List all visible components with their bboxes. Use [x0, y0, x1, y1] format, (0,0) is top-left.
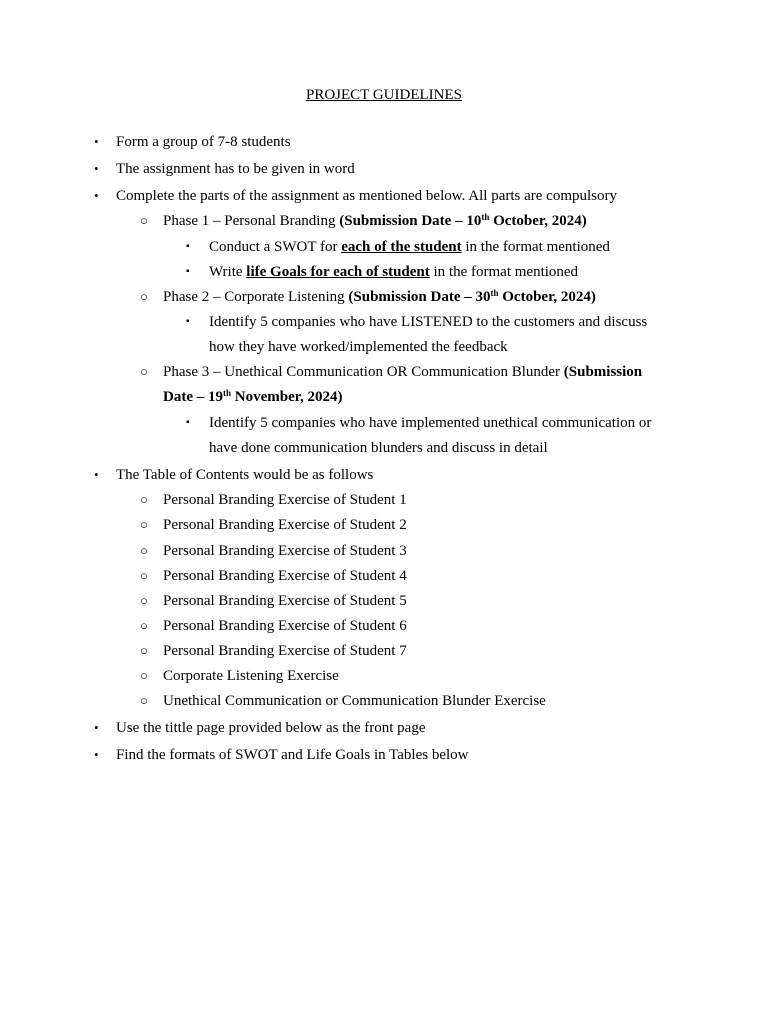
toc-item: ○ Personal Branding Exercise of Student 1	[140, 492, 407, 508]
bullet-text: Find the formats of SWOT and Life Goals in Tables below	[116, 747, 469, 763]
phase-2-date: (Submission Date – 30th October, 2024)	[348, 288, 596, 305]
bullet-table-of-contents	[94, 465, 374, 485]
bullet-marker: •	[94, 161, 99, 176]
phase-1-life-goals-item: ▪ Write life Goals for each of student in the format mentioned	[186, 264, 579, 280]
toc-item: ○ Personal Branding Exercise of Student 6	[140, 618, 407, 634]
bullet-text: The assignment has to be given in word	[116, 161, 355, 177]
bullet-text: The Table of Contents would be as follows	[116, 467, 374, 483]
bullet-marker: •	[94, 720, 99, 735]
bullet-title-page	[94, 718, 426, 738]
bullet-marker: •	[94, 747, 99, 762]
bullet-word-format	[94, 159, 355, 179]
phase-1-swot-item: ▪ Conduct a SWOT for each of the student in the format mentioned	[186, 239, 610, 255]
toc-item: ○ Corporate Listening Exercise	[140, 668, 339, 684]
bullet-text: Use the tittle page provided below as the front page	[116, 720, 426, 736]
phase-1-date: (Submission Date – 10th October, 2024)	[339, 212, 587, 229]
square-bullet-marker: ▪	[186, 241, 190, 252]
square-bullet-marker: ▪	[186, 266, 190, 277]
bullet-complete-parts	[94, 186, 617, 206]
toc-item: ○ Personal Branding Exercise of Student 2	[140, 517, 407, 533]
sub-bullet-marker: ○	[140, 289, 148, 304]
bullet-marker: •	[94, 467, 99, 482]
bullet-form-group	[94, 132, 291, 152]
phase-2-item	[140, 287, 596, 307]
toc-item: ○ Unethical Communication or Communication Blunder Exercise	[140, 693, 546, 709]
phase-3-unethical-item: ▪ Identify 5 companies who have implemented unethical communication or	[186, 415, 652, 431]
toc-item: ○ Personal Branding Exercise of Student 7	[140, 643, 407, 659]
page-title: PROJECT GUIDELINES	[306, 87, 462, 103]
toc-item: ○ Personal Branding Exercise of Student 5	[140, 593, 407, 609]
emphasis-text: each of the student	[341, 239, 462, 255]
bullet-text: Complete the parts of the assignment as mentioned below. All parts are compulsory	[116, 188, 617, 204]
bullet-marker: •	[94, 188, 99, 203]
toc-item: ○ Personal Branding Exercise of Student 4	[140, 568, 407, 584]
phase-2-listening-item: ▪ Identify 5 companies who have LISTENED to the customers and discuss	[186, 314, 648, 330]
phase-3-label: Phase 3 – Unethical Communication OR Communication Blunder	[163, 364, 564, 380]
phase-3-date: Date – 19th November, 2024)	[163, 388, 343, 405]
square-bullet-marker: ▪	[186, 316, 190, 327]
bullet-text: Form a group of 7-8 students	[116, 134, 291, 150]
toc-item: ○ Personal Branding Exercise of Student 3	[140, 543, 407, 559]
square-bullet-marker: ▪	[186, 417, 190, 428]
phase-3-unethical-item-cont: have done communication blunders and discuss in detail	[209, 440, 548, 456]
phase-2-label: Phase 2 – Corporate Listening	[163, 289, 349, 305]
phase-1-label: Phase 1 – Personal Branding	[163, 213, 340, 229]
sub-bullet-marker: ○	[140, 213, 148, 228]
phase-3-item: ○ Phase 3 – Unethical Communication OR Communication Blunder (Submission	[140, 364, 643, 380]
emphasis-text: life Goals for each of student	[246, 264, 430, 280]
sub-bullet-marker: ○	[140, 364, 148, 379]
bullet-formats	[94, 745, 469, 765]
phase-2-listening-item-cont: how they have worked/implemented the feedback	[209, 339, 508, 355]
phase-1-item	[140, 211, 587, 231]
bullet-marker: •	[94, 134, 99, 149]
